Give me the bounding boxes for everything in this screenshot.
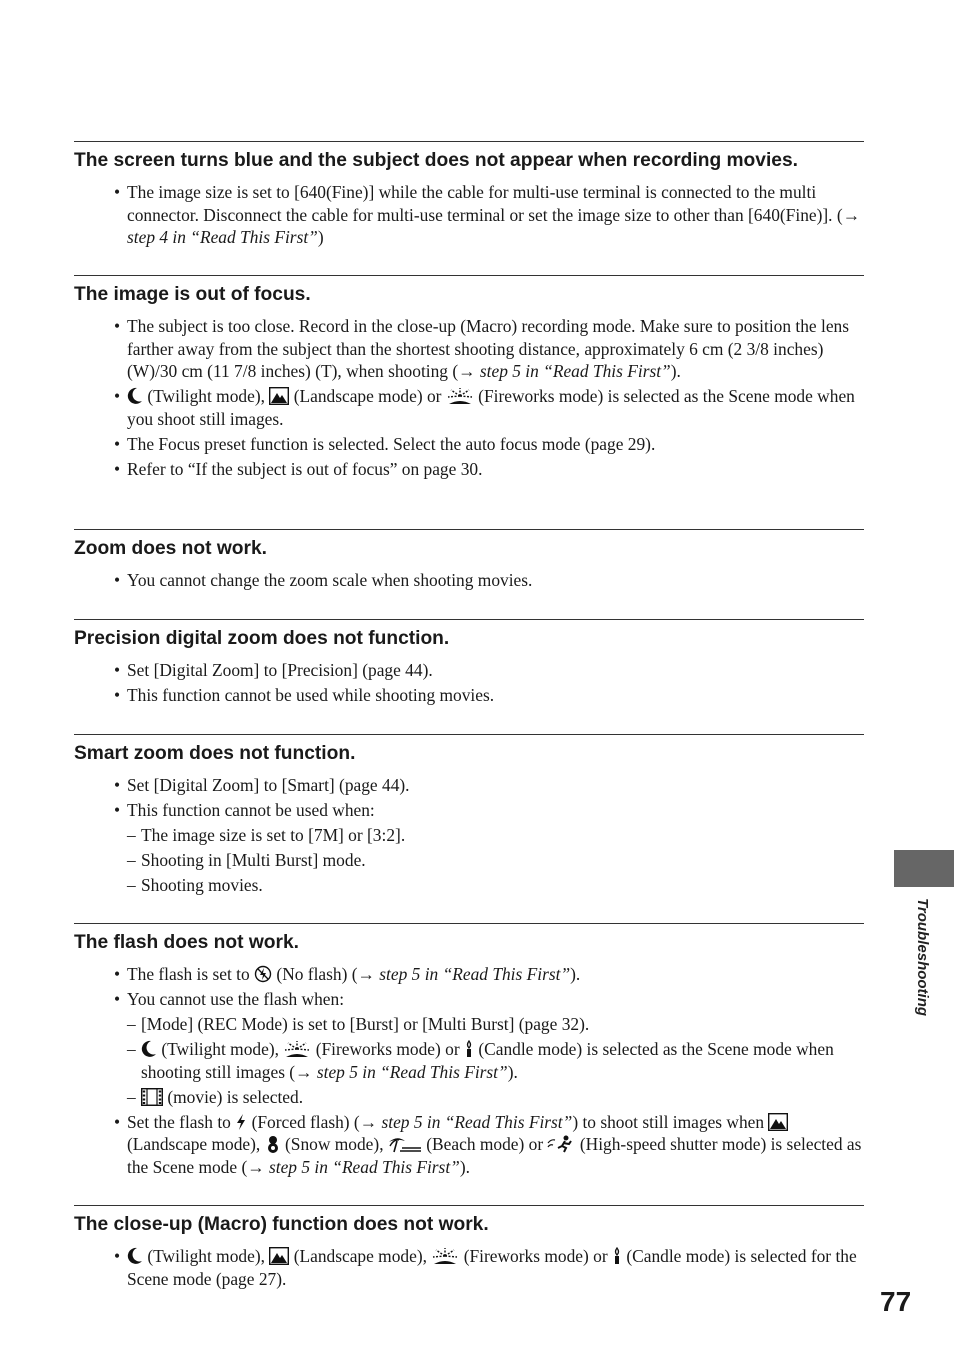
- section-heading: The close-up (Macro) function does not work.: [74, 1214, 489, 1235]
- sub-list-item: – [Mode] (REC Mode) is set to [Burst] or [Multi Burst] (page 32).: [127, 1014, 590, 1034]
- section-out-of-focus: [74, 275, 864, 483]
- section-smart-zoom: [74, 734, 864, 899]
- twilight-mode-icon: [127, 1247, 143, 1265]
- page-number: 77: [880, 1286, 912, 1317]
- list-item: • The Focus preset function is selected. Select the auto focus mode (page 29).: [114, 433, 656, 454]
- reference-link: step 5 in “Read This First”: [475, 361, 671, 381]
- list-item: • (Twilight mode), (Landscape mode) or (Fireworks mode) is selected as the Scene mode when you shoot still images.: [114, 386, 855, 429]
- twilight-mode-icon: [127, 387, 143, 405]
- section-heading: Precision digital zoom does not function.: [74, 628, 450, 649]
- list-item: • The flash is set to (No flash) (→ step 5 in “Read This First”).: [114, 964, 581, 984]
- list-item: • (Twilight mode), (Landscape mode), (Fireworks mode) or (Candle mode) is selected for the Scene mode (page 27).: [114, 1246, 857, 1289]
- fireworks-mode-icon: [283, 1040, 311, 1058]
- section-zoom: [74, 529, 864, 594]
- reference-link: step 4 in “Read This First”: [127, 227, 318, 247]
- movie-icon: [141, 1088, 163, 1106]
- sub-list-item: – Shooting in [Multi Burst] mode.: [127, 850, 366, 870]
- fireworks-mode-icon: [446, 387, 474, 405]
- list-item: • Set [Digital Zoom] to [Precision] (page 44).: [114, 660, 433, 680]
- section-flash: [74, 923, 864, 1181]
- forced-flash-icon: [235, 1113, 247, 1131]
- section-heading: The flash does not work.: [74, 932, 299, 953]
- section-rule: [74, 923, 864, 924]
- fireworks-mode-icon: [431, 1247, 459, 1265]
- section-precision-zoom: [74, 619, 864, 709]
- section-rule: [74, 141, 864, 142]
- list-item: • You cannot use the flash when:: [114, 989, 345, 1009]
- list-item: • Set the flash to (Forced flash) (→ step 5 in “Read This First”) to shoot still images when (Landscape mode), (Snow mode), (Beach mode) or (High-speed shutter mode) is selected as the Scene mode (→ step 5 in “Read This First”).: [114, 1111, 862, 1177]
- candle-mode-icon: [612, 1247, 622, 1265]
- sidebar-section-label: Troubleshooting: [914, 898, 931, 1017]
- sub-list-item: – Shooting movies.: [127, 875, 263, 895]
- reference-link: step 5 in “Read This First”: [377, 1111, 573, 1132]
- section-screen-blue: [74, 141, 864, 251]
- reference-link: step 5 in “Read This First”: [374, 964, 571, 984]
- section-heading: Zoom does not work.: [74, 538, 267, 559]
- beach-mode-icon: [388, 1135, 422, 1153]
- list-item: • Refer to “If the subject is out of focus” on page 30.: [114, 458, 483, 479]
- section-rule: [74, 275, 864, 276]
- reference-link: step 5 in “Read This First”: [264, 1156, 460, 1177]
- list-item: • The subject is too close. Record in the close-up (Macro) recording mode. Make sure to position the lens farther away from the subject than the shortest shooting distance, approximately 6 cm (2 3/8 inches) (W)/30 cm (11 7/8 inches) (T), when shooting (→ step 5 in “Read This First”).: [114, 316, 849, 381]
- section-rule: [74, 734, 864, 735]
- sub-list-item: – (Twilight mode), (Fireworks mode) or (Candle mode) is selected as the Scene mode when shooting still images (→ step 5 in “Read This First”).: [127, 1039, 834, 1082]
- landscape-mode-icon: [269, 387, 289, 405]
- high-speed-shutter-icon: [547, 1135, 575, 1153]
- section-tab-marker: [894, 850, 954, 887]
- sub-list-item: – The image size is set to [7M] or [3:2].: [127, 825, 406, 845]
- list-item: • The image size is set to [640(Fine)] while the cable for multi-use terminal is connected to the multi connector. Disconnect the cable for multi-use terminal or set the image size to other than [640(Fine)]. (→ step 4 in “Read This First”): [114, 182, 861, 247]
- landscape-mode-icon: [269, 1247, 289, 1265]
- snow-mode-icon: [265, 1135, 281, 1153]
- twilight-mode-icon: [141, 1040, 157, 1058]
- section-heading: The screen turns blue and the subject does not appear when recording movies.: [74, 150, 798, 171]
- no-flash-icon: [254, 965, 272, 983]
- section-heading: Smart zoom does not function.: [74, 743, 356, 764]
- section-macro: [74, 1205, 864, 1293]
- section-rule: [74, 1205, 864, 1206]
- section-rule: [74, 529, 864, 530]
- reference-link: step 5 in “Read This First”: [312, 1061, 508, 1082]
- section-rule: [74, 619, 864, 620]
- list-item: • Set [Digital Zoom] to [Smart] (page 44).: [114, 775, 410, 795]
- list-item: • You cannot change the zoom scale when shooting movies.: [114, 570, 533, 590]
- list-item: • This function cannot be used while shooting movies.: [114, 685, 495, 705]
- list-item: • This function cannot be used when:: [114, 800, 375, 820]
- sub-list-item: – (movie) is selected.: [127, 1086, 304, 1107]
- candle-mode-icon: [464, 1040, 474, 1058]
- landscape-mode-icon: [768, 1113, 788, 1131]
- section-heading: The image is out of focus.: [74, 284, 311, 305]
